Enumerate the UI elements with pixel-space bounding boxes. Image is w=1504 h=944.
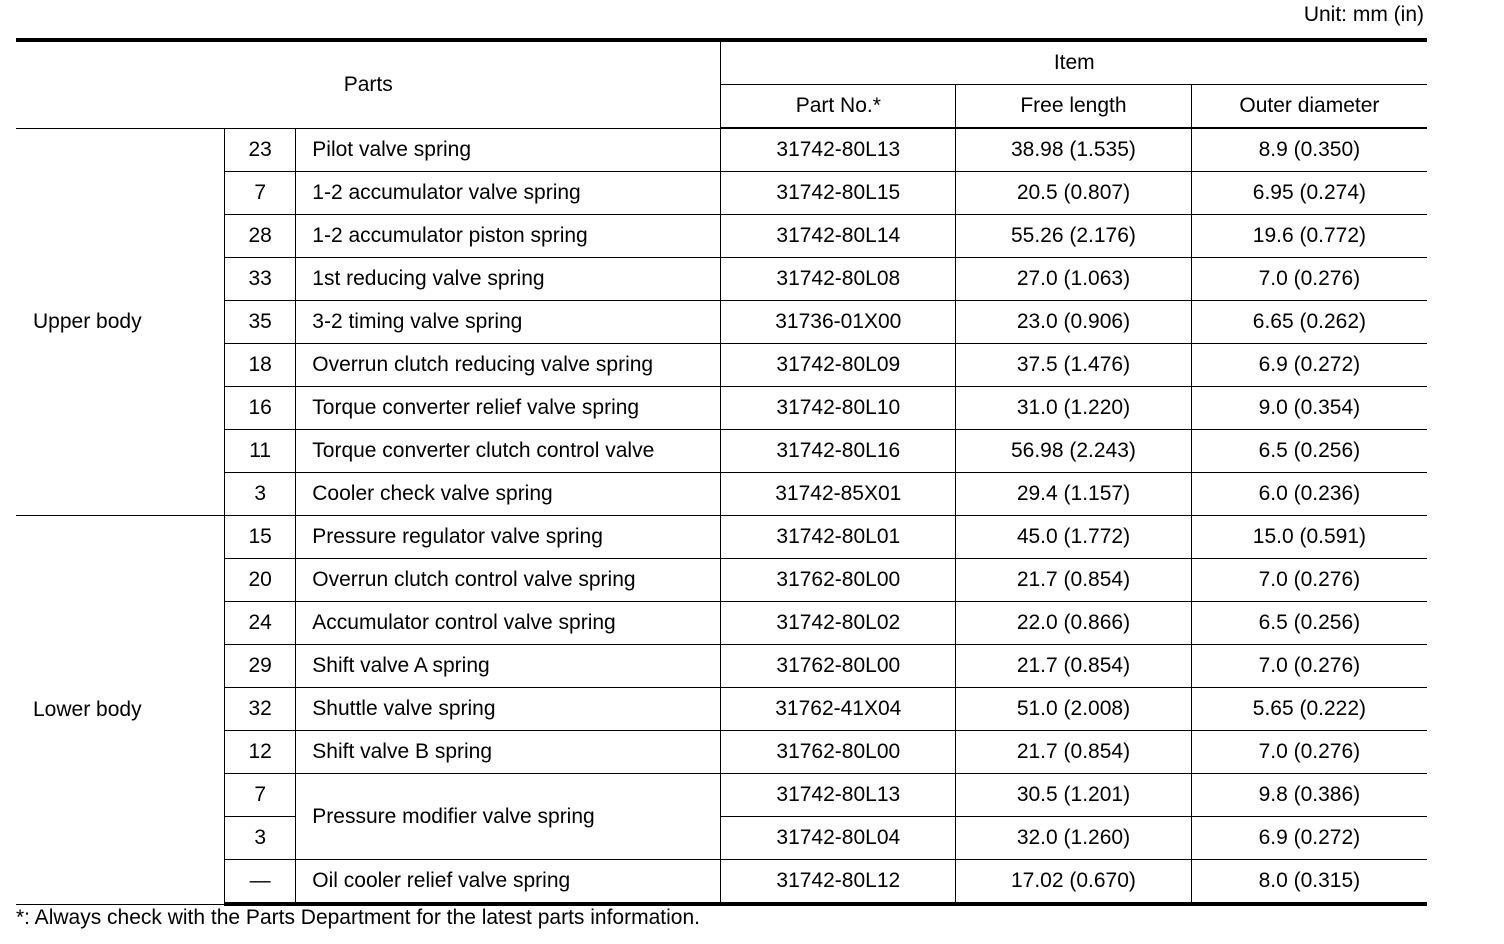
unit-label: Unit: mm (in) [1303, 3, 1424, 26]
free-length: 38.98 (1.535) [956, 128, 1192, 172]
item-number: 18 [225, 344, 296, 387]
table-row [16, 860, 1427, 905]
outer-diameter: 7.0 (0.276) [1191, 559, 1427, 602]
table-row [16, 516, 1427, 559]
outer-diameter: 19.6 (0.772) [1191, 215, 1427, 258]
outer-diameter: 9.8 (0.386) [1191, 774, 1427, 817]
part-number: 31742-80L02 [721, 602, 956, 645]
part-name: Pressure regulator valve spring [296, 516, 721, 559]
part-name: Pressure modifier valve spring [296, 774, 721, 860]
free-length: 37.5 (1.476) [956, 344, 1192, 387]
item-number: 29 [225, 645, 296, 688]
free-length: 29.4 (1.157) [956, 473, 1192, 516]
part-name: Torque converter clutch control valve [296, 430, 721, 473]
header-outer-diameter: Outer diameter [1191, 85, 1427, 129]
table-row [16, 215, 1427, 258]
header-part-no: Part No.* [721, 85, 956, 129]
free-length: 21.7 (0.854) [956, 559, 1192, 602]
table-row [16, 774, 1427, 817]
free-length: 21.7 (0.854) [956, 645, 1192, 688]
outer-diameter: 6.95 (0.274) [1191, 172, 1427, 215]
part-number: 31742-85X01 [721, 473, 956, 516]
table-row [16, 645, 1427, 688]
free-length: 31.0 (1.220) [956, 387, 1192, 430]
outer-diameter: 5.65 (0.222) [1191, 688, 1427, 731]
header-free-length: Free length [956, 85, 1192, 129]
part-number: 31736-01X00 [721, 301, 956, 344]
outer-diameter: 8.0 (0.315) [1191, 860, 1427, 905]
part-name: Shuttle valve spring [296, 688, 721, 731]
item-number: 16 [225, 387, 296, 430]
table-row [16, 387, 1427, 430]
item-number: 24 [225, 602, 296, 645]
outer-diameter: 6.65 (0.262) [1191, 301, 1427, 344]
free-length: 21.7 (0.854) [956, 731, 1192, 774]
part-number: 31742-80L13 [721, 128, 956, 172]
outer-diameter: 7.0 (0.276) [1191, 258, 1427, 301]
part-name: 1-2 accumulator piston spring [296, 215, 721, 258]
free-length: 22.0 (0.866) [956, 602, 1192, 645]
part-number: 31742-80L15 [721, 172, 956, 215]
part-number: 31742-80L14 [721, 215, 956, 258]
part-name: Oil cooler relief valve spring [296, 860, 721, 905]
item-number: 35 [225, 301, 296, 344]
table-row [16, 301, 1427, 344]
spring-spec-table [16, 38, 1427, 906]
table-row [16, 688, 1427, 731]
part-number: 31742-80L13 [721, 774, 956, 817]
item-number: 20 [225, 559, 296, 602]
free-length: 30.5 (1.201) [956, 774, 1192, 817]
item-number: 32 [225, 688, 296, 731]
item-number: 12 [225, 731, 296, 774]
outer-diameter: 6.5 (0.256) [1191, 602, 1427, 645]
part-name: 1st reducing valve spring [296, 258, 721, 301]
item-number: 28 [225, 215, 296, 258]
part-number: 31742-80L10 [721, 387, 956, 430]
free-length: 56.98 (2.243) [956, 430, 1192, 473]
part-number: 31742-80L09 [721, 344, 956, 387]
table-row [16, 602, 1427, 645]
outer-diameter: 6.0 (0.236) [1191, 473, 1427, 516]
table-row [16, 559, 1427, 602]
part-name: 3-2 timing valve spring [296, 301, 721, 344]
item-number: 3 [225, 473, 296, 516]
part-number: 31742-80L16 [721, 430, 956, 473]
part-name: Overrun clutch reducing valve spring [296, 344, 721, 387]
outer-diameter: 7.0 (0.276) [1191, 731, 1427, 774]
group-lower-body: Lower body [16, 516, 225, 905]
part-name: Shift valve A spring [296, 645, 721, 688]
part-name: Shift valve B spring [296, 731, 721, 774]
item-number: 3 [225, 817, 296, 860]
part-name: Accumulator control valve spring [296, 602, 721, 645]
table-row [16, 731, 1427, 774]
free-length: 23.0 (0.906) [956, 301, 1192, 344]
outer-diameter: 8.9 (0.350) [1191, 128, 1427, 172]
part-number: 31742-80L08 [721, 258, 956, 301]
item-number: 15 [225, 516, 296, 559]
part-name: 1-2 accumulator valve spring [296, 172, 721, 215]
item-number: 23 [225, 128, 296, 172]
footnote: *: Always check with the Parts Department for the latest parts information. [16, 906, 700, 929]
free-length: 32.0 (1.260) [956, 817, 1192, 860]
part-name: Cooler check valve spring [296, 473, 721, 516]
table-row [16, 172, 1427, 215]
part-number: 31762-80L00 [721, 645, 956, 688]
part-number: 31742-80L04 [721, 817, 956, 860]
item-number: 11 [225, 430, 296, 473]
free-length: 55.26 (2.176) [956, 215, 1192, 258]
outer-diameter: 6.9 (0.272) [1191, 817, 1427, 860]
table-row [16, 344, 1427, 387]
table-row [16, 473, 1427, 516]
free-length: 20.5 (0.807) [956, 172, 1192, 215]
item-number: 33 [225, 258, 296, 301]
part-number: 31742-80L12 [721, 860, 956, 905]
header-parts: Parts [16, 40, 721, 128]
part-name: Pilot valve spring [296, 128, 721, 172]
part-name: Overrun clutch control valve spring [296, 559, 721, 602]
item-number: 7 [225, 172, 296, 215]
header-item: Item [721, 40, 1427, 85]
free-length: 51.0 (2.008) [956, 688, 1192, 731]
outer-diameter: 6.9 (0.272) [1191, 344, 1427, 387]
table-row [16, 128, 1427, 172]
table-row [16, 430, 1427, 473]
outer-diameter: 15.0 (0.591) [1191, 516, 1427, 559]
free-length: 45.0 (1.772) [956, 516, 1192, 559]
part-name: Torque converter relief valve spring [296, 387, 721, 430]
part-number: 31762-80L00 [721, 559, 956, 602]
outer-diameter: 7.0 (0.276) [1191, 645, 1427, 688]
part-number: 31762-80L00 [721, 731, 956, 774]
table-row [16, 258, 1427, 301]
part-number: 31762-41X04 [721, 688, 956, 731]
group-upper-body: Upper body [16, 128, 225, 516]
free-length: 27.0 (1.063) [956, 258, 1192, 301]
free-length: 17.02 (0.670) [956, 860, 1192, 905]
item-number: 7 [225, 774, 296, 817]
item-number: — [225, 860, 296, 905]
table-row [16, 817, 1427, 860]
outer-diameter: 6.5 (0.256) [1191, 430, 1427, 473]
part-number: 31742-80L01 [721, 516, 956, 559]
outer-diameter: 9.0 (0.354) [1191, 387, 1427, 430]
